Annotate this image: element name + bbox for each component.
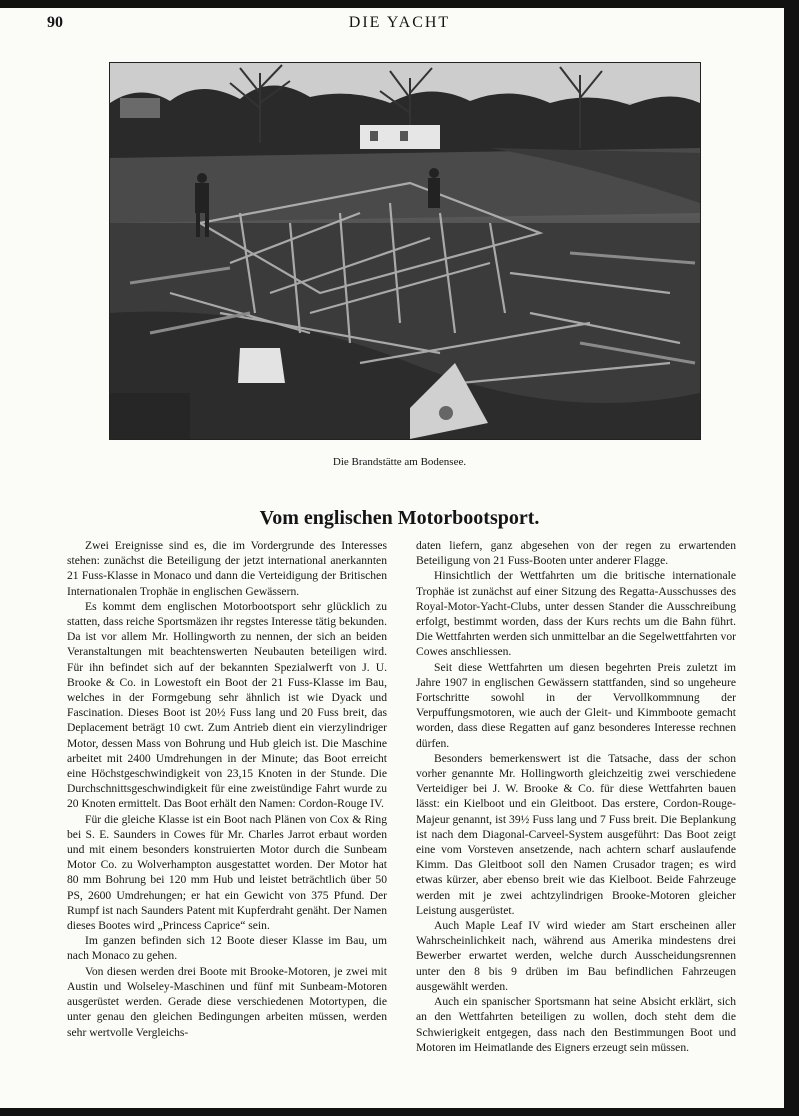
page-number: 90 <box>47 14 63 31</box>
article-column-left <box>67 538 387 1040</box>
paragraph: Seit diese Wettfahrten um diesen begehrten Preis zuletzt im Jahre 1907 in englischen Gewässern stattfanden, sind so ungeheure Fortschritte sowohl in der Vervollkommnung der Verpuffungsmotoren, wie auch der Gleit- und Kimmboote gemacht worden, dass diese Regatten auf ganz besonderes Interesse rechnen dürfen. <box>416 660 736 750</box>
paragraph-continuation: daten liefern, ganz abgesehen von der regen zu erwartenden Beteiligung von 21 Fuss-Booten unter anderer Flagge. <box>416 539 736 568</box>
scan-border-right <box>784 0 799 1116</box>
scan-border-top <box>0 0 799 8</box>
paragraph: Zwei Ereignisse sind es, die im Vordergrunde des Interesses stehen: zunächst die Beteiligung der jetzt international anerkannten 21 Fuss-Klasse in Monaco und dann die Verteidigung der Britischen Internationalen Trophäe in englischen Gewässern. <box>67 539 387 598</box>
photograph-illustration <box>110 63 700 439</box>
paragraph: Es kommt dem englischen Motorbootsport sehr glücklich zu statten, dass reiche Sportsmäzen ihr regstes Interesse tätig bekunden. Da ist vor allem Mr. Hollingworth zu nennen, der sich an beiden Veranstaltungen mit beachtenswerten Neubauten beteiligen wird. Für ihn befindet sich auf der bekannten Spezialwerft von J. U. Brooke & Co. in Lowestoft ein Boot der 21 Fuss-Klasse im Bau, welches in der Formgebung sehr ähnlich ist wie Dyack und Fascination. Dieses Boot ist 20½ Fuss lang und 20 Fuss breit, das Deplacement beträgt 10 cwt. Zum Antrieb dient ein vierzylindriger Motor, dessen Mass von Bohrung und Hub gleich ist. Die Maschine arbeitet mit 2400 Umdrehungen in der Minute; das Boot erreicht eine Höchstgeschwindigkeit von 23,15 Knoten in der Stunde. Die Durchschnittsgeschwindigkeit für eine zweistündige Fahrt wurde zu 20 Knoten ermittelt. Das Boot erhält den Namen: Cordon-Rouge IV. <box>67 599 387 811</box>
figure-caption: Die Brandstätte am Bodensee. <box>332 456 467 468</box>
paragraph: Von diesen werden drei Boote mit Brooke-Motoren, je zwei mit Austin und Wolseley-Maschinen und fünf mit Sunbeam-Motoren ausgerüstet werden. Gerade diese verschiedenen Motortypen, die unter genau den gleichen Bedingungen arbeiten müssen, werden sehr wertvolle Vergleichs- <box>67 964 387 1039</box>
running-title: DIE YACHT <box>348 14 451 31</box>
paragraph: Für die gleiche Klasse ist ein Boot nach Plänen von Cox & Ring bei S. E. Saunders in Cowes für Mr. Charles Jarrot erbaut worden und mit einem besonders konstruierten Motor durch die Sunbeam Motor Co. zu Wolverhampton ausgestattet worden. Der Motor hat 80 mm Bohrung bei 120 mm Hub und leistet beträchtlich über 50 PS, 2600 Umdrehungen; er hat ein Gewicht von 375 Pfund. Der Rumpf ist nach Saunders Patent mit Kupferdraht genäht. Der Namen dieses Bootes wird „Princess Caprice“ sein. <box>67 812 387 933</box>
paragraph: Im ganzen befinden sich 12 Boote dieser Klasse im Bau, um nach Monaco zu gehen. <box>67 934 387 963</box>
paragraph: Auch Maple Leaf IV wird wieder am Start erscheinen aller Wahrscheinlichkeit nach, während aus Amerika mindestens drei Bewerber erwartet werden, welche durch Ausscheidungsrennen unter den 8 bis 9 drüben im Bau befindlichen Fahrzeugen ausgewählt werden. <box>416 919 736 993</box>
paragraph: Besonders bemerkenswert ist die Tatsache, dass der schon vorher genannte Mr. Hollingworth gleichzeitig zwei verschiedene Verteidiger bei J. W. Brooke & Co. für diese Wettfahrten bauen lässt: ein Kielboot und ein Gleitboot. Das erstere, Cordon-Rouge-Majeur genannt, ist 39½ Fuss lang und 7 Fuss breit. Die Beplankung ist nach dem Diagonal-Carveel-System ausgeführt: Das Boot zeigt eine vom Vorsteven ansetzende, nach achtern scharf auslaufende Kimm. Das Gleitboot soll den Namen Crusador tragen; es wird etwas kürzer, aber ebenso breit wie das Kielboot. Beide Fahrzeuge werden mit je zwei achtzylindrigen Brooke-Motoren gleicher Leistung ausgerüstet. <box>416 751 736 917</box>
article-title: Vom englischen Motorbootsport. <box>259 507 540 529</box>
article-column-right <box>416 538 736 1055</box>
paragraph: Hinsichtlich der Wettfahrten um die britische internationale Trophäe ist zunächst auf einer Sitzung des Regatta-Ausschusses des Royal-Motor-Yacht-Clubs, unter dessen Stander die Ausschreibung erfolgt, bestimmt worden, dass der Kurs rechts um die Bahn führt. Die Wettfahrten werden sich unmittelbar an die Segelwettfahrten vor Cowes anschliessen. <box>416 569 736 659</box>
paragraph: Auch ein spanischer Sportsmann hat seine Absicht erklärt, sich an den Wettfahrten beteiligen zu wollen, doch steht dem die Schwierigkeit entgegen, dass nach den Bestimmungen Boot und Motoren im Heimatlande des Eigners erzeugt sein müssen. <box>416 995 736 1054</box>
scan-border-bottom <box>0 1108 799 1116</box>
photograph-fire-site <box>109 62 701 440</box>
